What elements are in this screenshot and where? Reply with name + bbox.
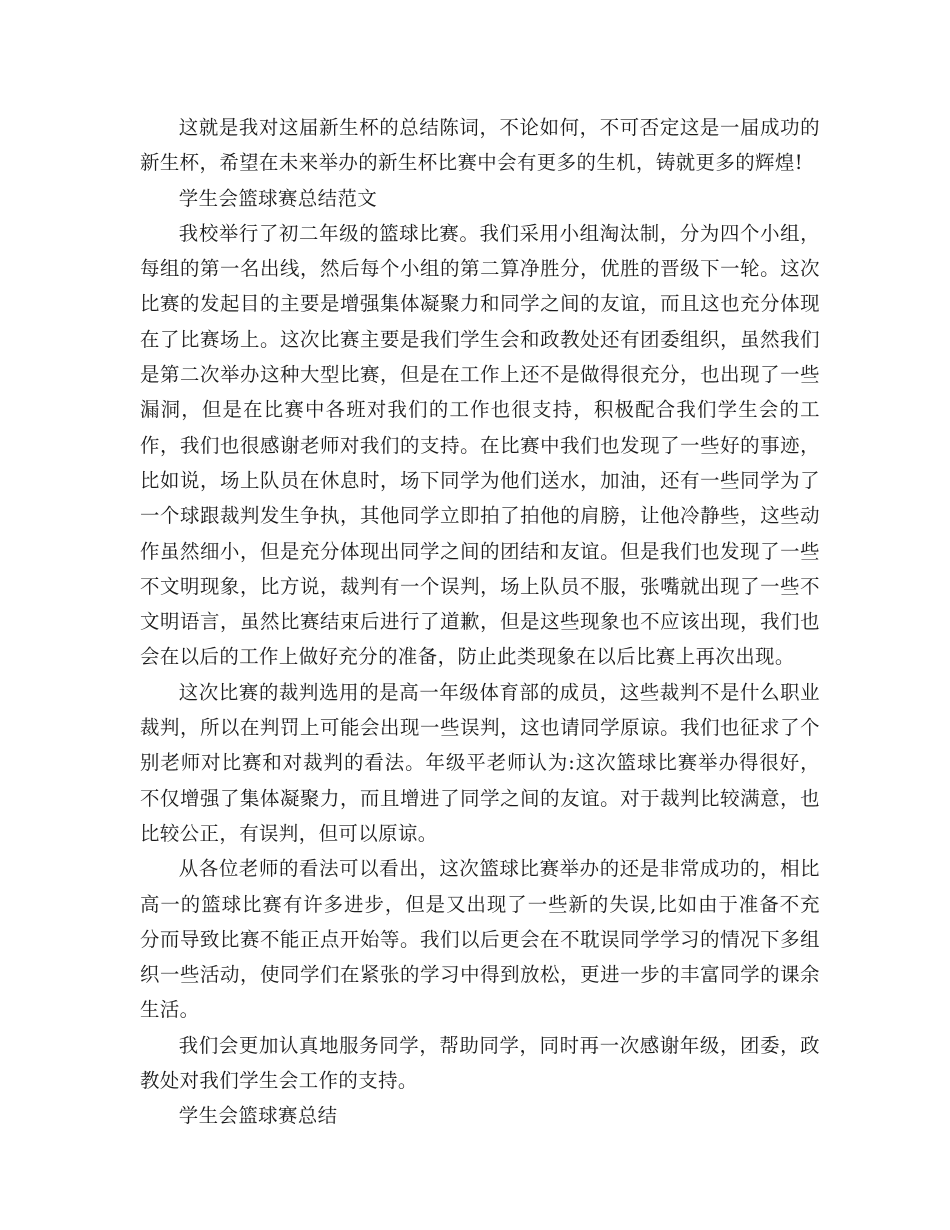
document-body xyxy=(140,110,820,1134)
section-heading-summary-sample: 学生会篮球赛总结范文 xyxy=(178,186,378,210)
section-heading-summary: 学生会篮球赛总结 xyxy=(178,1104,338,1128)
paragraph-closing-remarks: 这就是我对这届新生杯的总结陈词，不论如何，不可否定这是一届成功的新生杯，希望在未来举办的新生杯比赛中会有更多的生机，铸就更多的辉煌! xyxy=(140,116,820,175)
paragraph-teacher-views: 从各位老师的看法可以看出，这次篮球比赛举办的还是非常成功的，相比高一的篮球比赛有许多进步，但是又出现了一些新的失误,比如由于准备不充分而导致比赛不能正点开始等。我们以后更会在不耽误同学学习的情况下多组织一些活动，使同学们在紧张的学习中得到放松，更进一步的丰富同学的课余生活。 xyxy=(140,857,820,1022)
paragraph-thanks: 我们会更加认真地服务同学，帮助同学，同时再一次感谢年级，团委，政教处对我们学生会工作的支持。 xyxy=(140,1033,820,1093)
paragraph-match-overview: 我校举行了初二年级的篮球比赛。我们采用小组淘汰制，分为四个小组，每组的第一名出线，然后每个小组的第二算净胜分，优胜的晋级下一轮。这次比赛的发起目的主要是增强集体凝聚力和同学之间的友谊，而且这也充分体现在了比赛场上。这次比赛主要是我们学生会和政教处还有团委组织，虽然我们是第二次举办这种大型比赛，但是在工作上还不是做得很充分，也出现了一些漏洞，但是在比赛中各班对我们的工作也很支持，积极配合我们学生会的工作，我们也很感谢老师对我们的支持。在比赛中我们也发现了一些好的事迹，比如说，场上队员在休息时，场下同学为他们送水，加油，还有一些同学为了一个球跟裁判发生争执，其他同学立即拍了拍他的肩膀，让他冷静些，这些动作虽然细小，但是充分体现出同学之间的团结和友谊。但是我们也发现了一些不文明现象，比方说，裁判有一个误判，场上队员不服，张嘴就出现了一些不文明语言，虽然比赛结束后进行了道歉，但是这些现象也不应该出现，我们也会在以后的工作上做好充分的准备，防止此类现象在以后比赛上再次出现。 xyxy=(140,221,820,669)
paragraph-referees: 这次比赛的裁判选用的是高一年级体育部的成员，这些裁判不是什么职业裁判，所以在判罚上可能会出现一些误判，这也请同学原谅。我们也征求了个别老师对比赛和对裁判的看法。年级平老师认为:这次篮球比赛举办得很好，不仅增强了集体凝聚力，而且增进了同学之间的友谊。对于裁判比较满意，也比较公正，有误判，但可以原谅。 xyxy=(140,680,820,845)
